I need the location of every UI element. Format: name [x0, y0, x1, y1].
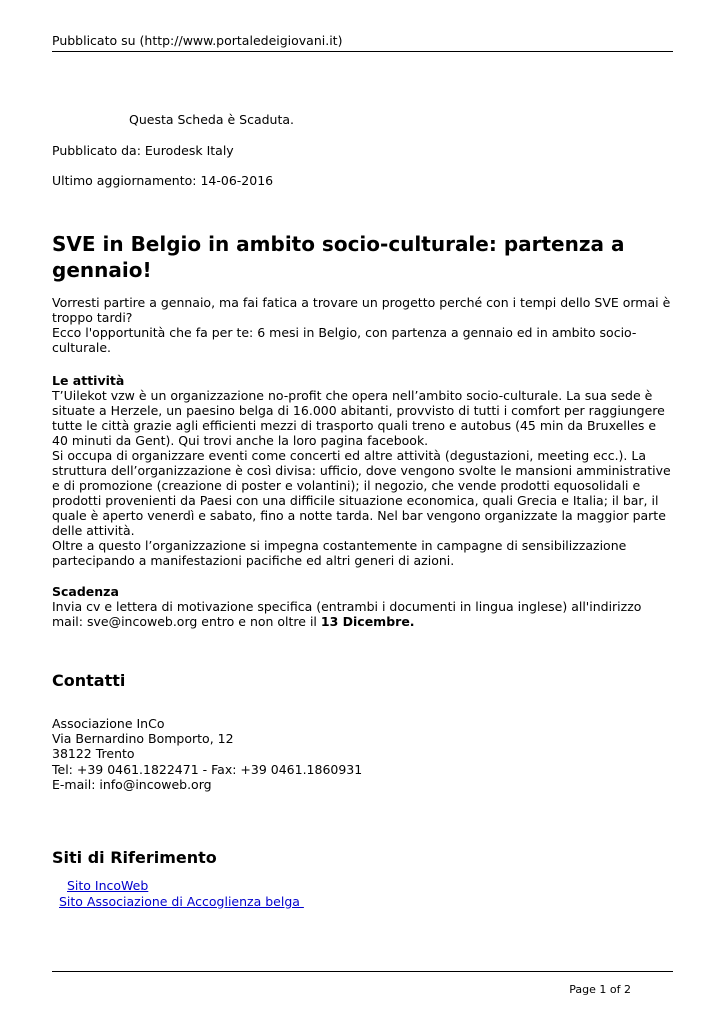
contact-street: Via Bernardino Bomporto, 12 — [52, 731, 234, 747]
activities-paragraph-2: Si occupa di organizzare eventi come concerti ed altre attività (degustazioni, meeting ecc.). La struttura dell’organizzazione è così divisa: ufficio, dove vengono svolte le mansioni amministrative e di promozione (creazione di poster e volantini); il negozio, che vende prodotti equosolidali e prodotti provenienti da Paesi con una difficile situazione economica, quali Grecia e Italia; il bar, il quale è aperto venerdì e sabato, fino a notte tarda. Nel bar vengono organizzate la maggior parte delle attività. — [52, 448, 671, 538]
footer-divider — [52, 971, 673, 972]
reference-links — [52, 878, 304, 909]
last-update: Ultimo aggiornamento: 14-06-2016 — [52, 173, 274, 188]
article-intro — [52, 295, 673, 355]
contact-phone: Tel: +39 0461.1822471 - Fax: +39 0461.1860931 — [52, 761, 363, 777]
contact-name: Associazione InCo — [52, 716, 165, 731]
deadline-heading: Scadenza — [52, 584, 119, 599]
deadline-section — [52, 584, 673, 629]
published-by: Pubblicato da: Eurodesk Italy — [52, 143, 234, 158]
page-number: Page 1 of 2 — [569, 983, 631, 996]
contacts-heading: Contatti — [52, 671, 126, 690]
references-heading: Siti di Riferimento — [52, 848, 217, 867]
activities-paragraph-3: Oltre a questo l’organizzazione si impegna costantemente in campagne di sensibilizzazione partecipando a manifestazioni pacifiche ed altri generi di azioni. — [52, 538, 627, 568]
deadline-instructions: Invia cv e lettera di motivazione specifica (entrambi i documenti in lingua inglese) all'indirizzo mail: sve@incoweb.org entro e non oltre il — [52, 599, 642, 629]
expired-notice: Questa Scheda è Scaduta. — [129, 112, 295, 127]
contact-city: 38122 Trento — [52, 746, 135, 762]
contacts-address — [52, 716, 362, 792]
activities-heading: Le attività — [52, 373, 125, 388]
intro-paragraph-2: Ecco l'opportunità che fa per te: 6 mesi in Belgio, con partenza a gennaio ed in ambito socio-culturale. — [52, 325, 637, 355]
document-page — [52, 0, 673, 1024]
deadline-text — [52, 599, 673, 629]
link-associazione-accoglienza[interactable]: Sito Associazione di Accoglienza belga — [59, 893, 304, 909]
activities-paragraph-1: T’Uilekot vzw è un organizzazione no-profit che opera nell’ambito socio-culturale. La sua sede è situate a Herzele, un paesino belga di 16.000 abitanti, provvisto di tutti i comfort per raggiungere tutte le città grazie agli efficienti mezzi di trasporto quali treno e autobus (45 min da Bruxelles e 40 minuti da Gent). Qui trovi anche la loro pagina facebook. — [52, 388, 665, 448]
activities-section — [52, 373, 673, 568]
header-divider — [52, 51, 673, 52]
link-incoweb[interactable]: Sito IncoWeb — [67, 878, 149, 893]
article-title: SVE in Belgio in ambito socio-culturale: partenza a gennaio! — [52, 232, 625, 282]
published-on-header: Pubblicato su (http://www.portaledeigiovani.it) — [52, 33, 343, 48]
intro-paragraph-1: Vorresti partire a gennaio, ma fai fatica a trovare un progetto perché con i tempi dello SVE ormai è troppo tardi? — [52, 295, 671, 325]
deadline-date: 13 Dicembre. — [320, 614, 415, 629]
contact-email: E-mail: info@incoweb.org — [52, 776, 212, 792]
